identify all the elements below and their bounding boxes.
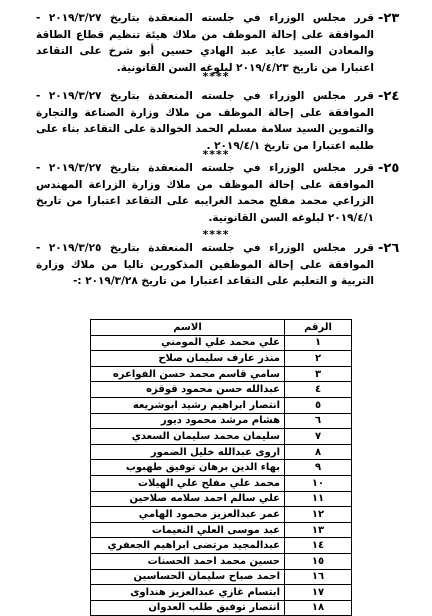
name-cell: منذر عارف سليمان صلاح [91, 351, 285, 367]
separator: **** [202, 148, 230, 161]
rank-cell: ١٨ [285, 600, 352, 616]
retirees-table [90, 319, 352, 616]
table-row [91, 475, 352, 491]
table-row [91, 569, 352, 585]
name-cell: احمد صباح سليمان الحساسين [91, 569, 285, 585]
name-cell: عبدالله حسن محمود قوقزه [91, 382, 285, 398]
table-row [91, 382, 352, 398]
name-cell: ابتسام غازي عبدالعزيز هنداوى [91, 585, 285, 601]
name-cell: عبدالمجيد مرتضى ابراهيم الجعفري [91, 538, 285, 554]
decision-item-25 [36, 160, 412, 226]
name-cell: سامي قاسم محمد حسن الفواعره [91, 366, 285, 382]
name-cell: عمر عبدالعزيز محمود الهامي [91, 507, 285, 523]
name-cell: بهاء الدين برهان توفيق طهبوب [91, 460, 285, 476]
table-row [91, 444, 352, 460]
name-cell: حسين محمد احمد الحسنات [91, 553, 285, 569]
table-row [91, 600, 352, 616]
table-header-row [91, 320, 352, 336]
rank-cell: ٦ [285, 413, 352, 429]
rank-cell: ٨ [285, 444, 352, 460]
rank-cell: ١١ [285, 491, 352, 507]
rank-cell: ١٥ [285, 553, 352, 569]
name-cell: محمد علي مفلح علي الهيلات [91, 475, 285, 491]
item-number: -٢٥ [378, 161, 400, 176]
name-cell: عبد موسى العلي النعيمات [91, 522, 285, 538]
table-row [91, 553, 352, 569]
name-cell: علي سالم احمد سلامه صلاحين [91, 491, 285, 507]
name-cell: انتصار ابراهيم رشيد ابوشريعه [91, 397, 285, 413]
name-cell: اروى عبدالله خليل الضمور [91, 444, 285, 460]
rank-header: الرقم [285, 320, 352, 336]
name-cell: انتصار توفيق طلب العدوان [91, 600, 285, 616]
rank-cell: ١ [285, 335, 352, 351]
rank-cell: ١٧ [285, 585, 352, 601]
table-row [91, 522, 352, 538]
table-row [91, 585, 352, 601]
table-row [91, 429, 352, 445]
rank-cell: ٥ [285, 397, 352, 413]
table-row [91, 335, 352, 351]
table-row [91, 397, 352, 413]
item-text: قرر مجلس الوزراء في جلسته المنعقدة بتاريخ ٢٠١٩/٣/٢٧ - الموافقة على إحالة الموظف من ملاك وزارة الزراعة المهندس الزراعي محمد مفلح محمد الغرايبه على التقاعد اعتبارا من تاريخ ٢٠١٩/٤/١ لبلوغه السن القانونية. [36, 162, 374, 224]
rank-cell: ١٣ [285, 522, 352, 538]
name-cell: علي محمد علي المومني [91, 335, 285, 351]
rank-cell: ١٢ [285, 507, 352, 523]
separator: **** [202, 228, 230, 241]
item-number: -٢٦ [378, 241, 400, 256]
name-header: الاسم [91, 320, 285, 336]
decision-item-23 [36, 10, 412, 76]
table-row [91, 507, 352, 523]
table-row [91, 538, 352, 554]
item-text: قرر مجلس الوزراء في جلسته المنعقدة بتاريخ ٢٠١٩/٣/٢٧ - الموافقة على إحالة الموظف من ملاك هيئة تنظيم قطاع الطاقة والمعادن السيد عايد عبد الهادي حسين أبو شرخ على التقاعد اعتبارا من تاريخ ٢٠١٩/٤/٢٣ لبلوغه السن القانونية. [36, 12, 374, 74]
item-text: قرر مجلس الوزراء في جلسته المنعقدة بتاريخ ٢٠١٩/٣/٢٧ - الموافقة على إحالة الموظف من ملاك وزارة الصناعة والتجارة والتموين السيد سلامة مسلم الحمد الخوالدة على التقاعد بناء على طلبه اعتبارا من تاريخ ٢٠١٩/٤/١ . [36, 90, 374, 152]
item-number: -٢٣ [378, 11, 400, 26]
rank-cell: ٢ [285, 351, 352, 367]
rank-cell: ١٦ [285, 569, 352, 585]
separator: **** [202, 70, 230, 83]
decision-item-24 [36, 88, 412, 154]
name-cell: هشام مرشد محمود ديور [91, 413, 285, 429]
name-cell: سليمان محمد سليمان السعدي [91, 429, 285, 445]
item-number: -٢٤ [378, 89, 400, 104]
rank-cell: ٧ [285, 429, 352, 445]
rank-cell: ١٤ [285, 538, 352, 554]
rank-cell: ٣ [285, 366, 352, 382]
table-row [91, 460, 352, 476]
item-text: قرر مجلس الوزراء في جلسته المنعقدة بتاريخ ٢٠١٩/٣/٢٥ - الموافقة على إحالة الموظفين المذكورين تاليا من ملاك وزارة التربية و التعليم على التقاعد اعتبارا من تاريخ ٢٠١٩/٣/٢٨ :- [36, 242, 374, 287]
table-row [91, 351, 352, 367]
table-row [91, 413, 352, 429]
table-row [91, 491, 352, 507]
rank-cell: ٤ [285, 382, 352, 398]
decision-item-26 [36, 240, 412, 290]
rank-cell: ١٠ [285, 475, 352, 491]
rank-cell: ٩ [285, 460, 352, 476]
table-row [91, 366, 352, 382]
